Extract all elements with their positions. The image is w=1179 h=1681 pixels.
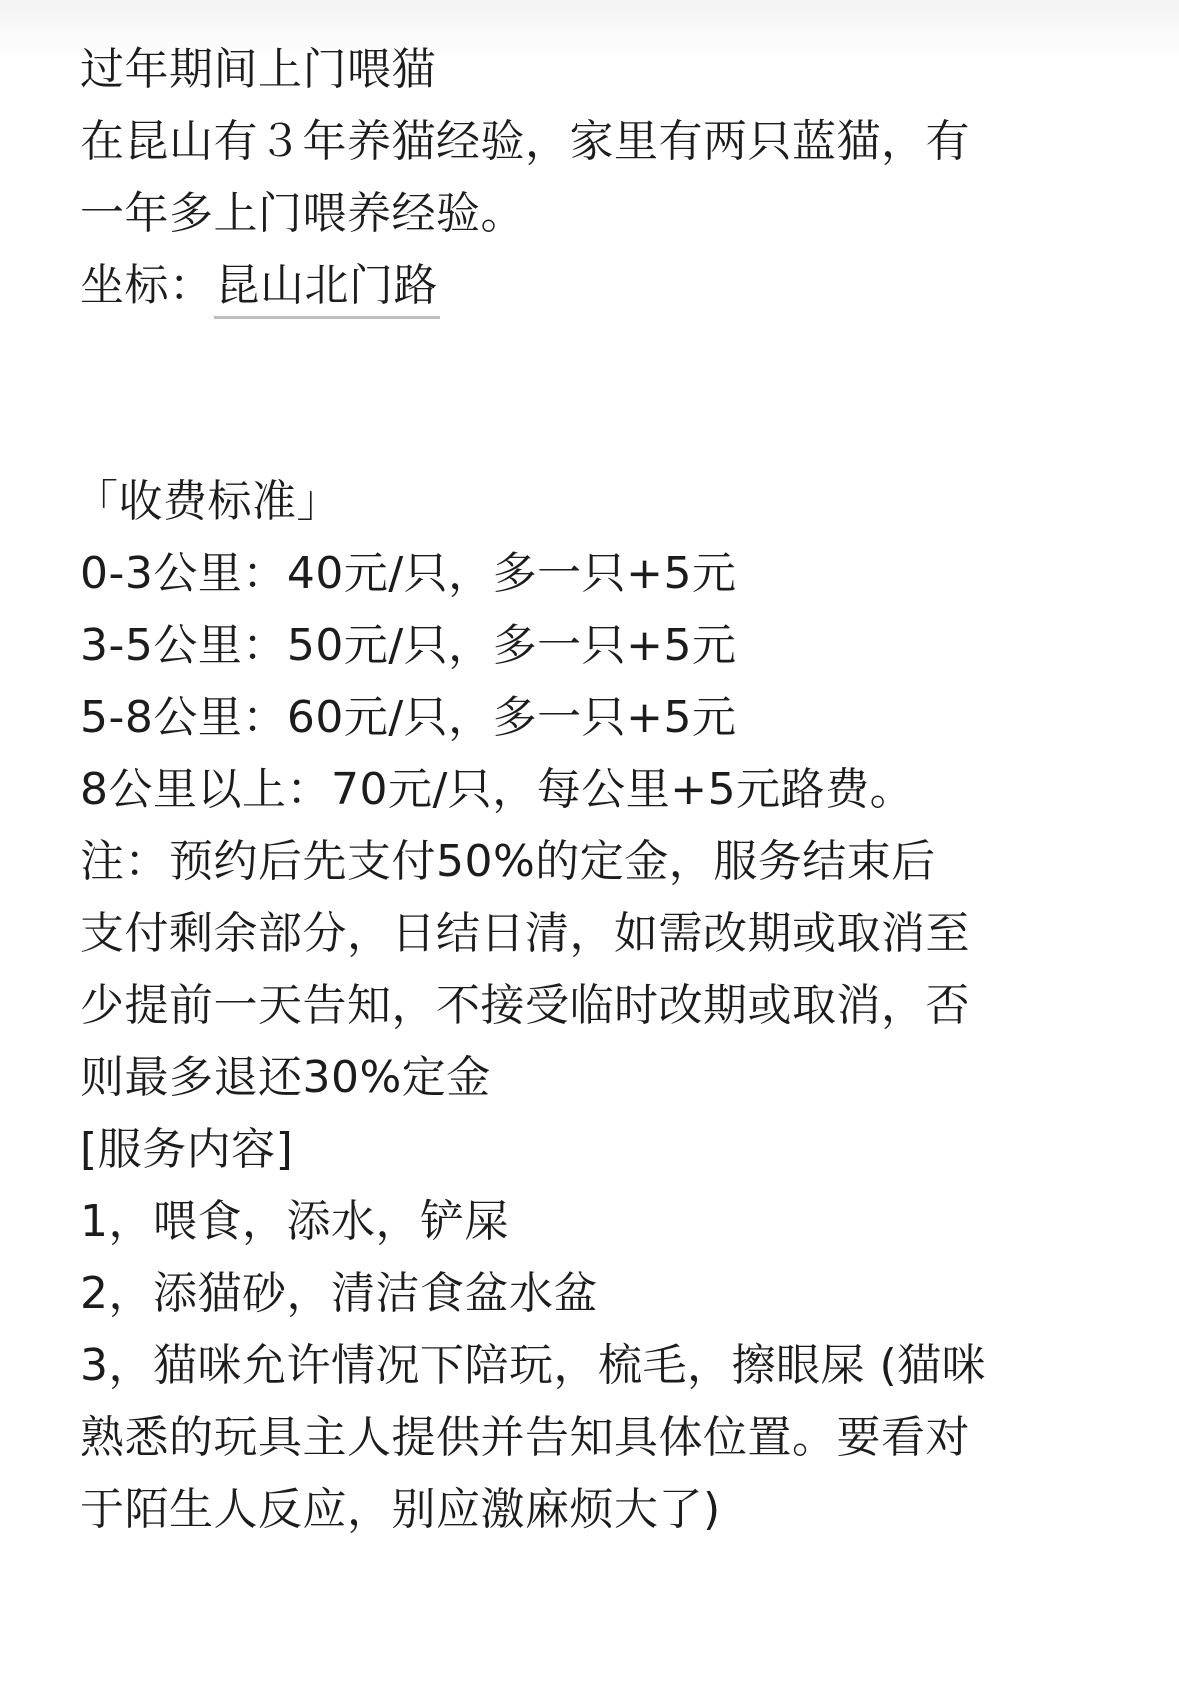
blank-spacer <box>80 322 1130 466</box>
service-line: 3，猫咪允许情况下陪玩，梳毛，擦眼屎 (猫咪 <box>80 1340 987 1391</box>
pricing-line: 5-8公里：60元/只，多一只+5元 <box>80 692 737 743</box>
service-header: [服务内容] <box>80 1124 294 1175</box>
intro-line: 一年多上门喂养经验。 <box>80 188 525 239</box>
service-line: 1，喂食，添水，铲屎 <box>80 1196 509 1247</box>
post-title: 过年期间上门喂猫 <box>80 44 436 95</box>
service-line: 2，添猫砂，清洁食盆水盆 <box>80 1268 598 1319</box>
intro-line: 在昆山有３年养猫经验，家里有两只蓝猫，有 <box>80 116 970 167</box>
service-line: 熟悉的玩具主人提供并告知具体位置。要看对 <box>80 1412 970 1463</box>
note-line: 则最多退还30%定金 <box>80 1052 491 1103</box>
pricing-header: 「收费标准」 <box>74 476 341 527</box>
post-content <box>74 34 1130 1546</box>
pricing-line: 3-5公里：50元/只，多一只+5元 <box>80 620 737 671</box>
pricing-line: 8公里以上：70元/只，每公里+5元路费。 <box>80 764 915 815</box>
note-line: 少提前一天告知，不接受临时改期或取消，否 <box>80 980 970 1031</box>
location-label: 坐标： <box>80 260 214 311</box>
location-link[interactable]: 昆山北门路 <box>214 256 441 319</box>
location-row <box>80 250 1130 322</box>
note-line: 注：预约后先支付50%的定金，服务结束后 <box>80 836 936 887</box>
note-line: 支付剩余部分，日结日清，如需改期或取消至 <box>80 908 970 959</box>
pricing-line: 0-3公里：40元/只，多一只+5元 <box>80 548 737 599</box>
service-line: 于陌生人反应，别应激麻烦大了) <box>80 1484 721 1535</box>
